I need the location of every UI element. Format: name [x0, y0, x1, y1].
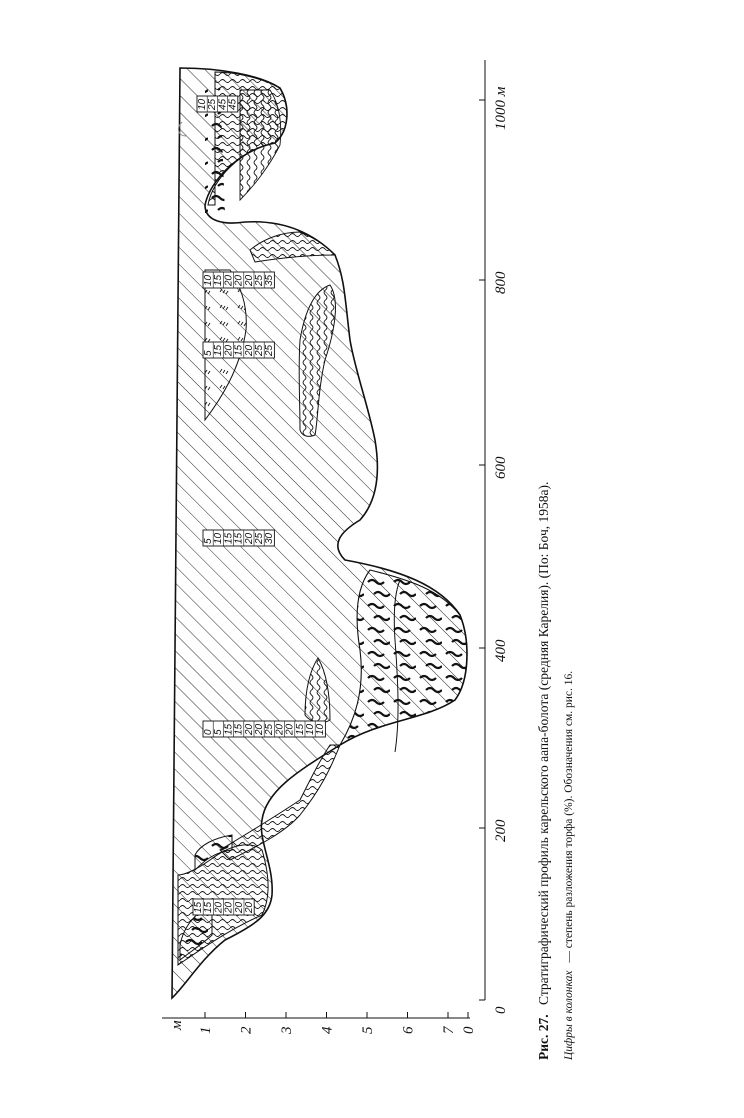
decomposition-value: 10: [315, 723, 327, 735]
decomposition-value: 0: [203, 729, 214, 735]
decomposition-value: 20: [254, 723, 265, 735]
decomposition-value: 5: [203, 538, 214, 544]
distance-tick-label: 200: [493, 819, 509, 842]
decomposition-value: 20: [243, 723, 255, 735]
sampling-column: [203, 721, 326, 737]
sampling-column: [203, 272, 275, 288]
decomposition-value: 15: [193, 901, 204, 913]
decomposition-value: 15: [223, 532, 235, 544]
decomposition-value: 5: [213, 729, 225, 735]
decomposition-value: 20: [213, 901, 225, 913]
sampling-column: [203, 530, 275, 546]
decomposition-value: 10: [197, 98, 208, 110]
depth-axis-unit: м: [169, 1020, 185, 1030]
caption-note-text: — степень разложения торфа (%). Обозначения см. рис. 16.: [563, 670, 575, 963]
decomposition-value: 25: [254, 274, 265, 286]
distance-tick-label: 600: [493, 456, 509, 479]
depth-tick-label: 5: [360, 1026, 376, 1034]
decomposition-value: 20: [223, 274, 235, 286]
decomposition-value: 20: [244, 901, 255, 913]
decomposition-value: 45: [227, 98, 239, 110]
svg-text:Цифры в колонках — степе: [563, 671, 575, 1061]
caption-label: Рис. 27.: [536, 1014, 551, 1060]
decomposition-value: 20: [233, 901, 245, 913]
sampling-column: [203, 342, 275, 358]
sampling-column: [193, 899, 255, 915]
decomposition-value: 20: [243, 344, 255, 356]
caption-title: Стратиграфический профиль карельского аапа-болота (средняя Карелия). (По: Боч, 1958а).: [536, 481, 551, 1005]
depth-axis: [162, 1012, 477, 1035]
depth-tick-label: 4: [319, 1026, 336, 1034]
decomposition-value: 15: [223, 723, 235, 735]
distance-tick-label: 1000 м: [493, 86, 509, 130]
decomposition-value: 10: [213, 532, 225, 544]
decomposition-value: 20: [243, 532, 255, 544]
svg-text:Рис. 27. Стратиграфическ: [536, 482, 551, 1060]
decomposition-value: 35: [264, 274, 276, 286]
decomposition-value: 15: [233, 532, 245, 544]
distance-tick-label: 0: [493, 1006, 509, 1014]
decomposition-value: 15: [213, 274, 225, 286]
decomposition-value: 15: [233, 723, 245, 735]
decomposition-value: 25: [207, 98, 219, 110]
decomposition-value: 20: [223, 344, 235, 356]
depth-tick-label: 6: [400, 1026, 417, 1034]
distance-axis: [479, 60, 509, 1014]
sampling-column: [197, 96, 239, 112]
depth-tick-label: 2: [238, 1026, 255, 1034]
decomposition-value: 25: [254, 344, 265, 356]
decomposition-value: 15: [213, 344, 225, 356]
distance-tick-label: 400: [493, 639, 509, 662]
depth-tick-label: 7: [441, 1026, 457, 1034]
decomposition-value: 20: [233, 274, 245, 286]
decomposition-value: 20: [284, 723, 296, 735]
decomposition-value: 20: [274, 723, 286, 735]
decomposition-value: 20: [243, 274, 255, 286]
depth-tick-label: 0: [461, 1026, 477, 1034]
decomposition-value: 25: [264, 723, 276, 735]
caption-note-label: Цифры в колонках: [563, 970, 575, 1060]
decomposition-value: 10: [203, 274, 214, 286]
distance-tick-label: 800: [493, 271, 509, 294]
depth-tick-label: 3: [279, 1026, 295, 1034]
decomposition-value: 5: [203, 350, 214, 356]
decomposition-value: 30: [264, 532, 276, 544]
decomposition-value: 25: [254, 532, 265, 544]
decomposition-value: 15: [294, 723, 306, 735]
figure-caption: [536, 482, 575, 1061]
decomposition-value: 45: [217, 98, 229, 110]
decomposition-value: 20: [223, 901, 235, 913]
vertical-wavy-right-core: [240, 90, 281, 200]
decomposition-value: 15: [233, 344, 245, 356]
depth-tick-label: 1: [198, 1026, 214, 1034]
decomposition-value: 25: [264, 344, 276, 356]
decomposition-value: 10: [305, 723, 316, 735]
decomposition-value: 15: [203, 901, 215, 913]
